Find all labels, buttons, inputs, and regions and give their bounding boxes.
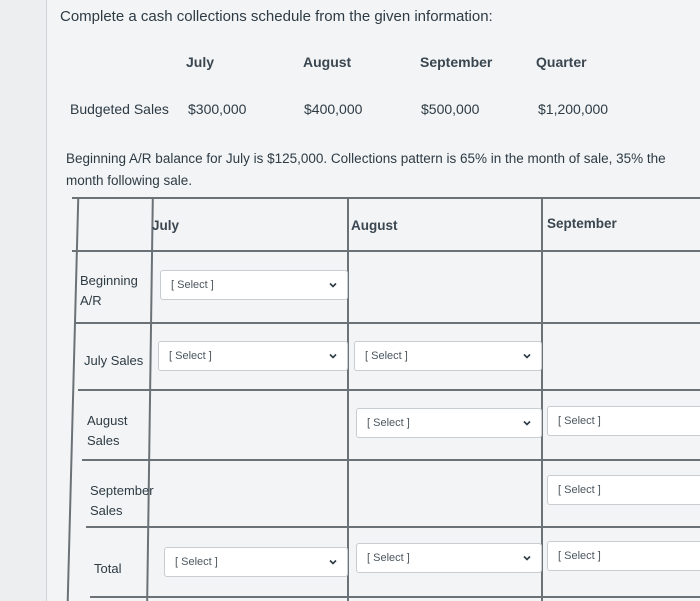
chevron-down-icon	[328, 280, 338, 290]
sales-quarter: $1,200,000	[538, 101, 609, 117]
header-july: July	[186, 54, 215, 70]
table-row-divider	[86, 526, 700, 528]
table-row-divider	[82, 459, 700, 461]
select-july-sales-august[interactable]	[354, 341, 542, 371]
sales-august: $400,000	[304, 101, 363, 117]
select-placeholder: [ Select ]	[558, 415, 601, 427]
row-label-beginning-ar: Beginning A/R	[80, 273, 138, 308]
row-label-total: Total	[94, 561, 122, 576]
chevron-down-icon	[328, 351, 338, 361]
select-total-september[interactable]	[547, 541, 700, 571]
select-august-sales-august[interactable]	[356, 408, 542, 438]
select-august-sales-september[interactable]	[547, 406, 700, 436]
chevron-down-icon	[522, 553, 532, 563]
col-header-august: August	[351, 218, 398, 233]
question-text: Complete a cash collections schedule from the given information:	[60, 8, 493, 25]
chevron-down-icon	[522, 418, 532, 428]
select-beginning-ar-july[interactable]	[160, 270, 348, 300]
select-september-sales-september[interactable]	[547, 475, 700, 505]
select-total-july[interactable]	[164, 547, 348, 577]
row-label-august-sales: August Sales	[87, 413, 128, 448]
sales-september: $500,000	[421, 101, 480, 117]
table-col-divider	[541, 197, 543, 601]
table-col-divider	[347, 197, 349, 601]
select-placeholder: [ Select ]	[367, 552, 410, 564]
header-quarter: Quarter	[536, 54, 587, 70]
chevron-down-icon	[328, 557, 338, 567]
info-text: Beginning A/R balance for July is $125,000. Collections pattern is 65% in the month of sale, 35% the month following sale.	[66, 151, 666, 188]
select-placeholder: [ Select ]	[558, 484, 601, 496]
table-row-divider	[72, 250, 700, 252]
sales-july: $300,000	[188, 101, 247, 117]
col-header-july: July	[152, 218, 180, 233]
select-placeholder: [ Select ]	[558, 550, 601, 562]
header-september: September	[420, 54, 493, 70]
table-row-divider	[74, 322, 700, 324]
select-placeholder: [ Select ]	[175, 556, 218, 568]
header-august: August	[303, 54, 352, 70]
chevron-down-icon	[522, 351, 532, 361]
select-placeholder: [ Select ]	[169, 350, 212, 362]
col-header-september: September	[547, 216, 617, 231]
select-placeholder: [ Select ]	[171, 279, 214, 291]
table-border-bottom	[90, 596, 700, 598]
table-border-top	[72, 197, 700, 199]
select-total-august[interactable]	[356, 543, 542, 573]
table-row-divider	[78, 389, 700, 391]
select-july-sales-july[interactable]	[158, 341, 348, 371]
select-placeholder: [ Select ]	[365, 350, 408, 362]
row-label-september-sales: September Sales	[90, 483, 154, 518]
select-placeholder: [ Select ]	[367, 417, 410, 429]
budgeted-sales-label: Budgeted Sales	[70, 101, 169, 117]
row-label-july-sales: July Sales	[84, 353, 144, 368]
